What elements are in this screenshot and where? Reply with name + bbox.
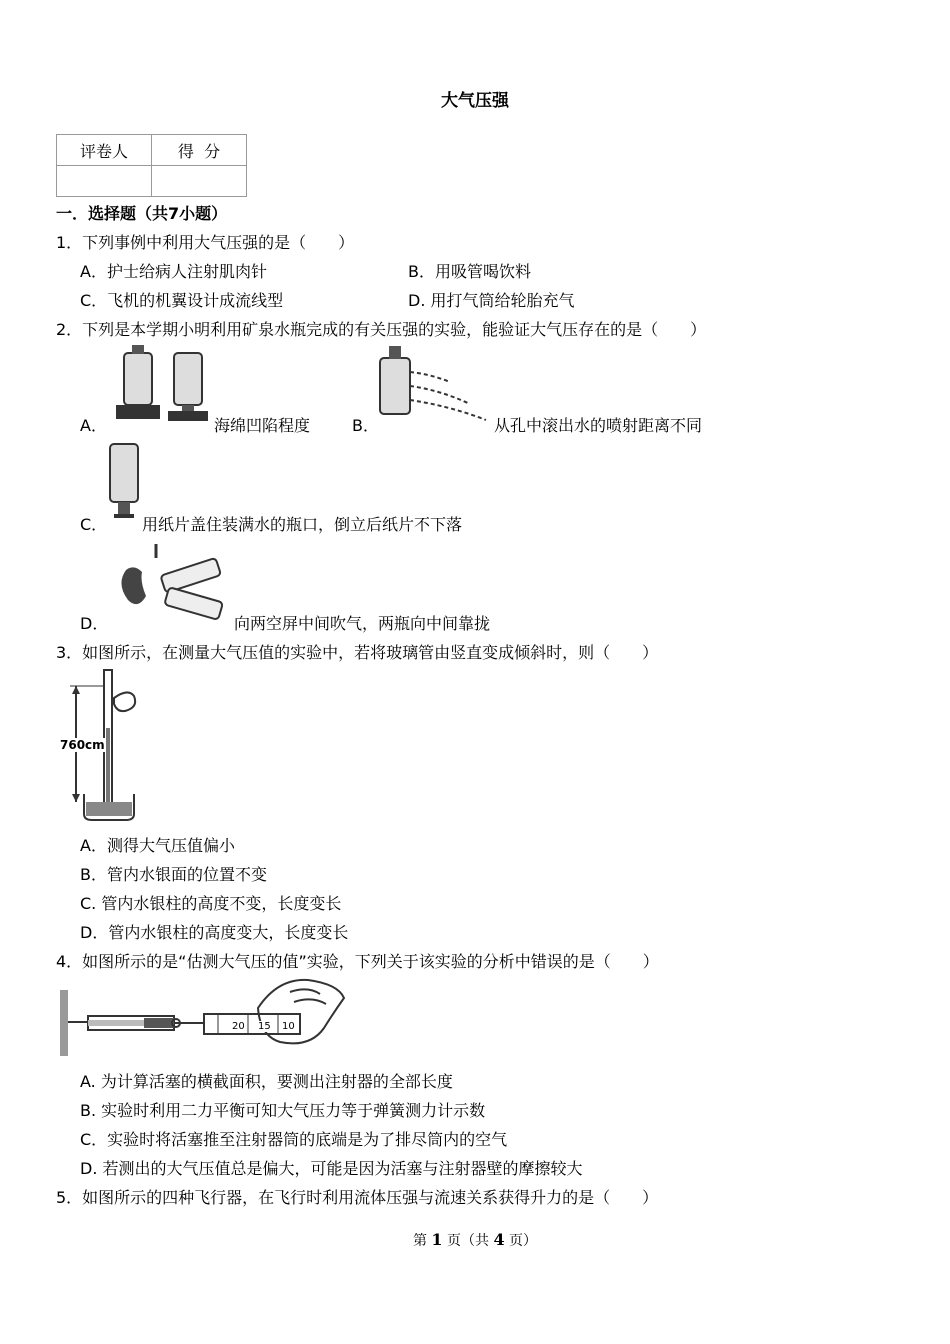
q2-figure-b-bottle-holes (376, 346, 491, 428)
q3-option-d[interactable]: D．管内水银柱的高度变大，长度变长 (80, 923, 349, 942)
q2-option-c-text: 用纸片盖住装满水的瓶口，倒立后纸片不下落 (142, 515, 463, 534)
q4-option-c[interactable]: C．实验时将活塞推至注射器筒的底端是为了排尽筒内的空气 (80, 1130, 508, 1149)
q2-option-d-text: 向两空屏中间吹气，两瓶向中间靠拢 (234, 614, 491, 633)
q3-option-a[interactable]: A．测得大气压值偏小 (80, 836, 235, 855)
section-header: 一．选择题（共7小题） (56, 204, 228, 223)
q4-option-d[interactable]: D. 若测出的大气压值总是偏大，可能是因为活塞与注射器壁的摩擦较大 (80, 1159, 583, 1178)
q2-option-b-text: 从孔中滚出水的喷射距离不同 (494, 416, 703, 435)
footer-suffix: 页） (504, 1233, 538, 1249)
page-title: 大气压强 (441, 91, 509, 111)
q4-option-b[interactable]: B. 实验时利用二力平衡可知大气压力等于弹簧测力计示数 (80, 1101, 486, 1120)
q4-stem: 4．如图所示的是“估测大气压的值”实验，下列关于该实验的分析中错误的是（ ） (56, 952, 659, 971)
q4-scale-label-20: 20 (232, 1021, 245, 1032)
page-footer (0, 1230, 950, 1250)
grader-table (56, 134, 247, 197)
q2-figure-c-inverted-bottle (108, 442, 140, 526)
q2-option-d-label[interactable]: D． (80, 614, 109, 633)
q1-option-a[interactable]: A．护士给病人注射肌肉针 (80, 262, 267, 281)
q4-scale-label-10: 10 (282, 1021, 295, 1032)
footer-page-number: 1 (431, 1230, 443, 1249)
grader-header-score: 得 分 (152, 135, 247, 166)
q2-option-a-label[interactable]: A． (80, 416, 107, 435)
q3-option-b[interactable]: B．管内水银面的位置不变 (80, 865, 267, 884)
q1-option-b[interactable]: B．用吸管喝饮料 (408, 262, 531, 281)
q2-figure-d-blowing-between-bottles (112, 540, 230, 626)
q2-figure-a-bottles-on-sponge (112, 345, 212, 425)
footer-total-pages: 4 (493, 1230, 505, 1249)
q5-stem: 5．如图所示的四种飞行器，在飞行时利用流体压强与流速关系获得升力的是（ ） (56, 1188, 659, 1207)
grader-cell-reviewer[interactable] (57, 166, 152, 197)
footer-prefix: 第 (412, 1233, 432, 1249)
q2-option-b-label[interactable]: B． (352, 416, 379, 435)
q1-option-d[interactable]: D. 用打气筒给轮胎充气 (408, 291, 575, 310)
q1-stem: 1．下列事例中利用大气压强的是（ ） (56, 233, 355, 252)
footer-middle: 页（共 (442, 1233, 494, 1249)
q4-scale-label-15: 15 (258, 1021, 271, 1032)
q3-stem: 3．如图所示，在测量大气压值的实验中，若将玻璃管由竖直变成倾斜时，则（ ） (56, 643, 659, 662)
q3-option-c[interactable]: C. 管内水银柱的高度不变，长度变长 (80, 894, 342, 913)
q4-figure-syringe-setup (58, 978, 350, 1058)
q3-figure-label: 760cm (60, 738, 105, 752)
q2-option-a-text: 海绵凹陷程度 (214, 416, 311, 435)
q2-option-c-label[interactable]: C． (80, 515, 108, 534)
grader-cell-score[interactable] (152, 166, 247, 197)
grader-header-reviewer: 评卷人 (57, 135, 152, 166)
q4-option-a[interactable]: A. 为计算活塞的横截面积，要测出注射器的全部长度 (80, 1072, 453, 1091)
q1-option-c[interactable]: C．飞机的机翼设计成流线型 (80, 291, 284, 310)
q2-stem: 2．下列是本学期小明利用矿泉水瓶完成的有关压强的实验，能验证大气压存在的是（ ） (56, 320, 707, 339)
